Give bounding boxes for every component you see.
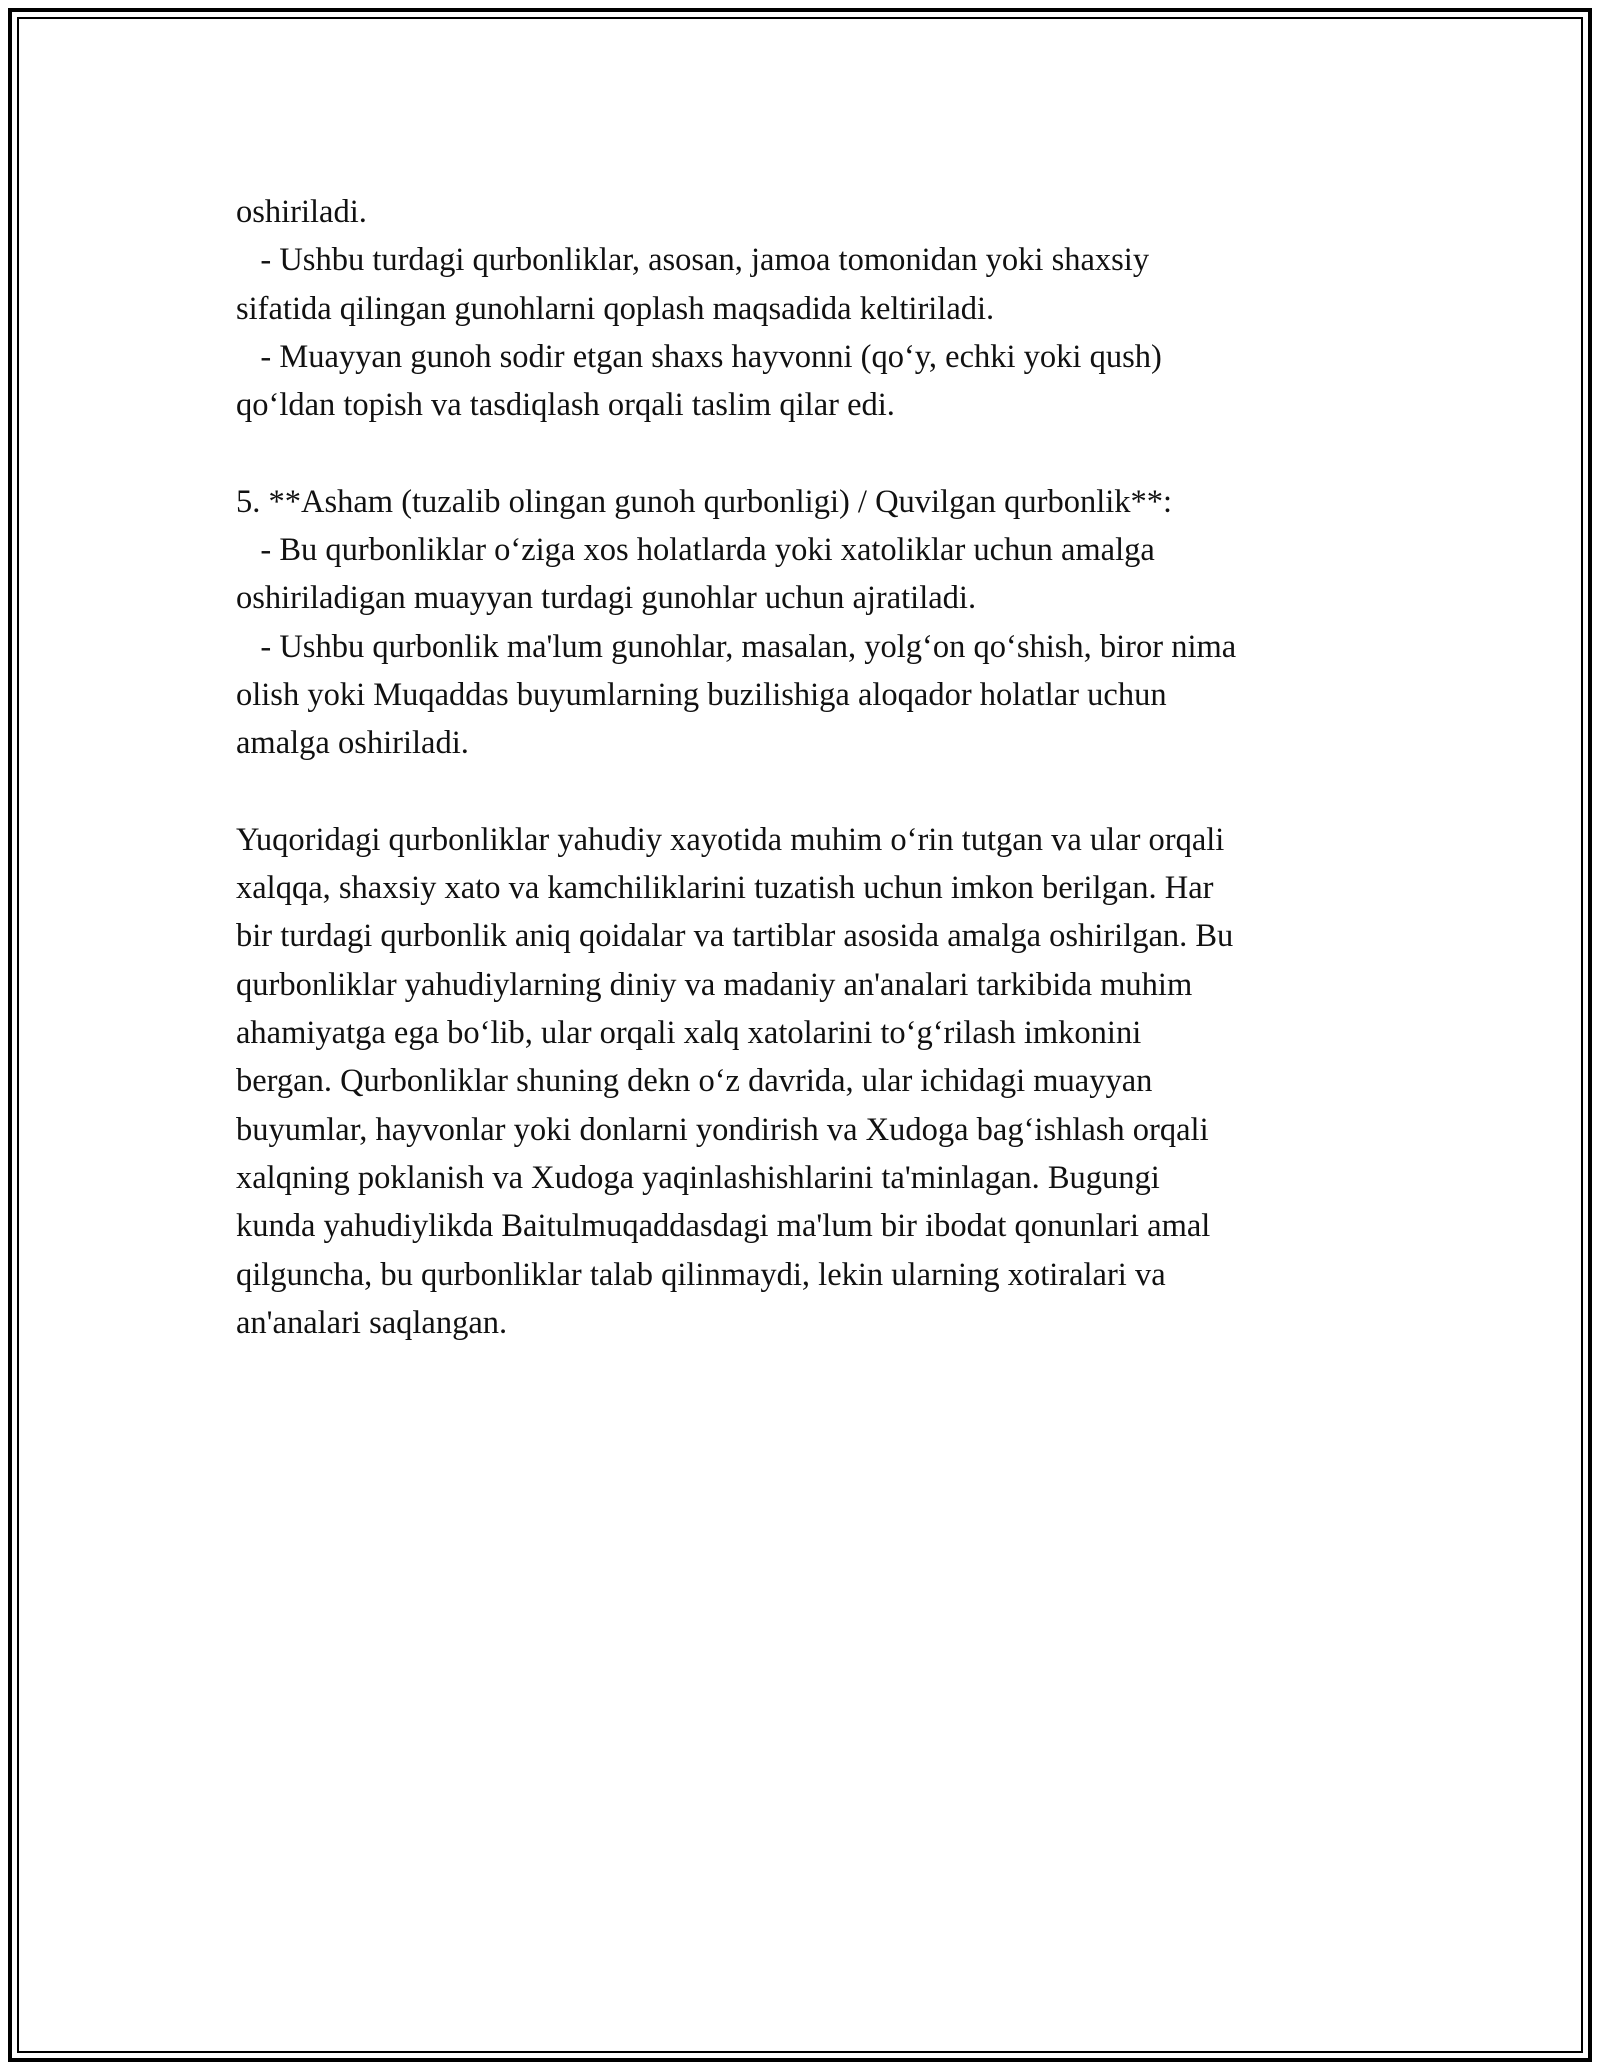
text-line: - Ushbu qurbonlik ma'lum gunohlar, masalan, yolg‘on qo‘shish, biror nima <box>236 628 1237 665</box>
document-body <box>236 188 1386 1347</box>
text-line: bir turdagi qurbonlik aniq qoidalar va tartiblar asosida amalga oshirilgan. Bu <box>236 918 1234 955</box>
text-line: ahamiyatga ega bo‘lib, ular orqali xalq xatolarini to‘g‘rilash imkonini <box>236 1015 1142 1052</box>
text-line: qilguncha, bu qurbonliklar talab qilinmaydi, lekin ularning xotiralari va <box>236 1256 1166 1293</box>
text-line: - Muayyan gunoh sodir etgan shaxs hayvonni (qo‘y, echki yoki qush) <box>236 338 1162 375</box>
text-line: - Bu qurbonliklar o‘ziga xos holatlarda yoki xatoliklar uchun amalga <box>236 532 1155 569</box>
paragraph-gap <box>236 768 1386 816</box>
text-line: - Ushbu turdagi qurbonliklar, asosan, jamoa tomonidan yoki shaxsiy <box>236 242 1150 279</box>
text-line: kunda yahudiylikda Baitulmuqaddasdagi ma'lum bir ibodat qonunlari amal <box>236 1208 1211 1245</box>
text-line: xalqning poklanish va Xudoga yaqinlashishlarini ta'minlagan. Bugungi <box>236 1159 1160 1196</box>
text-line: olish yoki Muqaddas buyumlarning buzilishiga aloqador holatlar uchun <box>236 676 1167 713</box>
text-line: an'analari saqlangan. <box>236 1304 508 1341</box>
text-line: qurbonliklar yahudiylarning diniy va madaniy an'analari tarkibida muhim <box>236 966 1193 1003</box>
section-heading: 5. **Asham (tuzalib olingan gunoh qurbonligi) / Quvilgan qurbonlik**: <box>236 483 1173 520</box>
text-line: sifatida qilingan gunohlarni qoplash maqsadida keltiriladi. <box>236 290 995 327</box>
paragraph-gap <box>236 429 1386 477</box>
text-line: buyumlar, hayvonlar yoki donlarni yondirish va Xudoga bag‘ishlash orqali <box>236 1111 1209 1148</box>
text-line: xalqqa, shaxsiy xato va kamchiliklarini tuzatish uchun imkon berilgan. Har <box>236 870 1214 907</box>
text-line: oshiriladigan muayyan turdagi gunohlar uchun ajratiladi. <box>236 580 977 617</box>
text-line: oshiriladi. <box>236 194 367 230</box>
text-line: Yuqoridagi qurbonliklar yahudiy xayotida muhim o‘rin tutgan va ular orqali <box>236 821 1225 858</box>
text-line: qo‘ldan topish va tasdiqlash orqali taslim qilar edi. <box>236 387 895 424</box>
text-line: bergan. Qurbonliklar shuning dekn o‘z davrida, ular ichidagi muayyan <box>236 1063 1153 1100</box>
text-line: amalga oshiriladi. <box>236 725 469 762</box>
